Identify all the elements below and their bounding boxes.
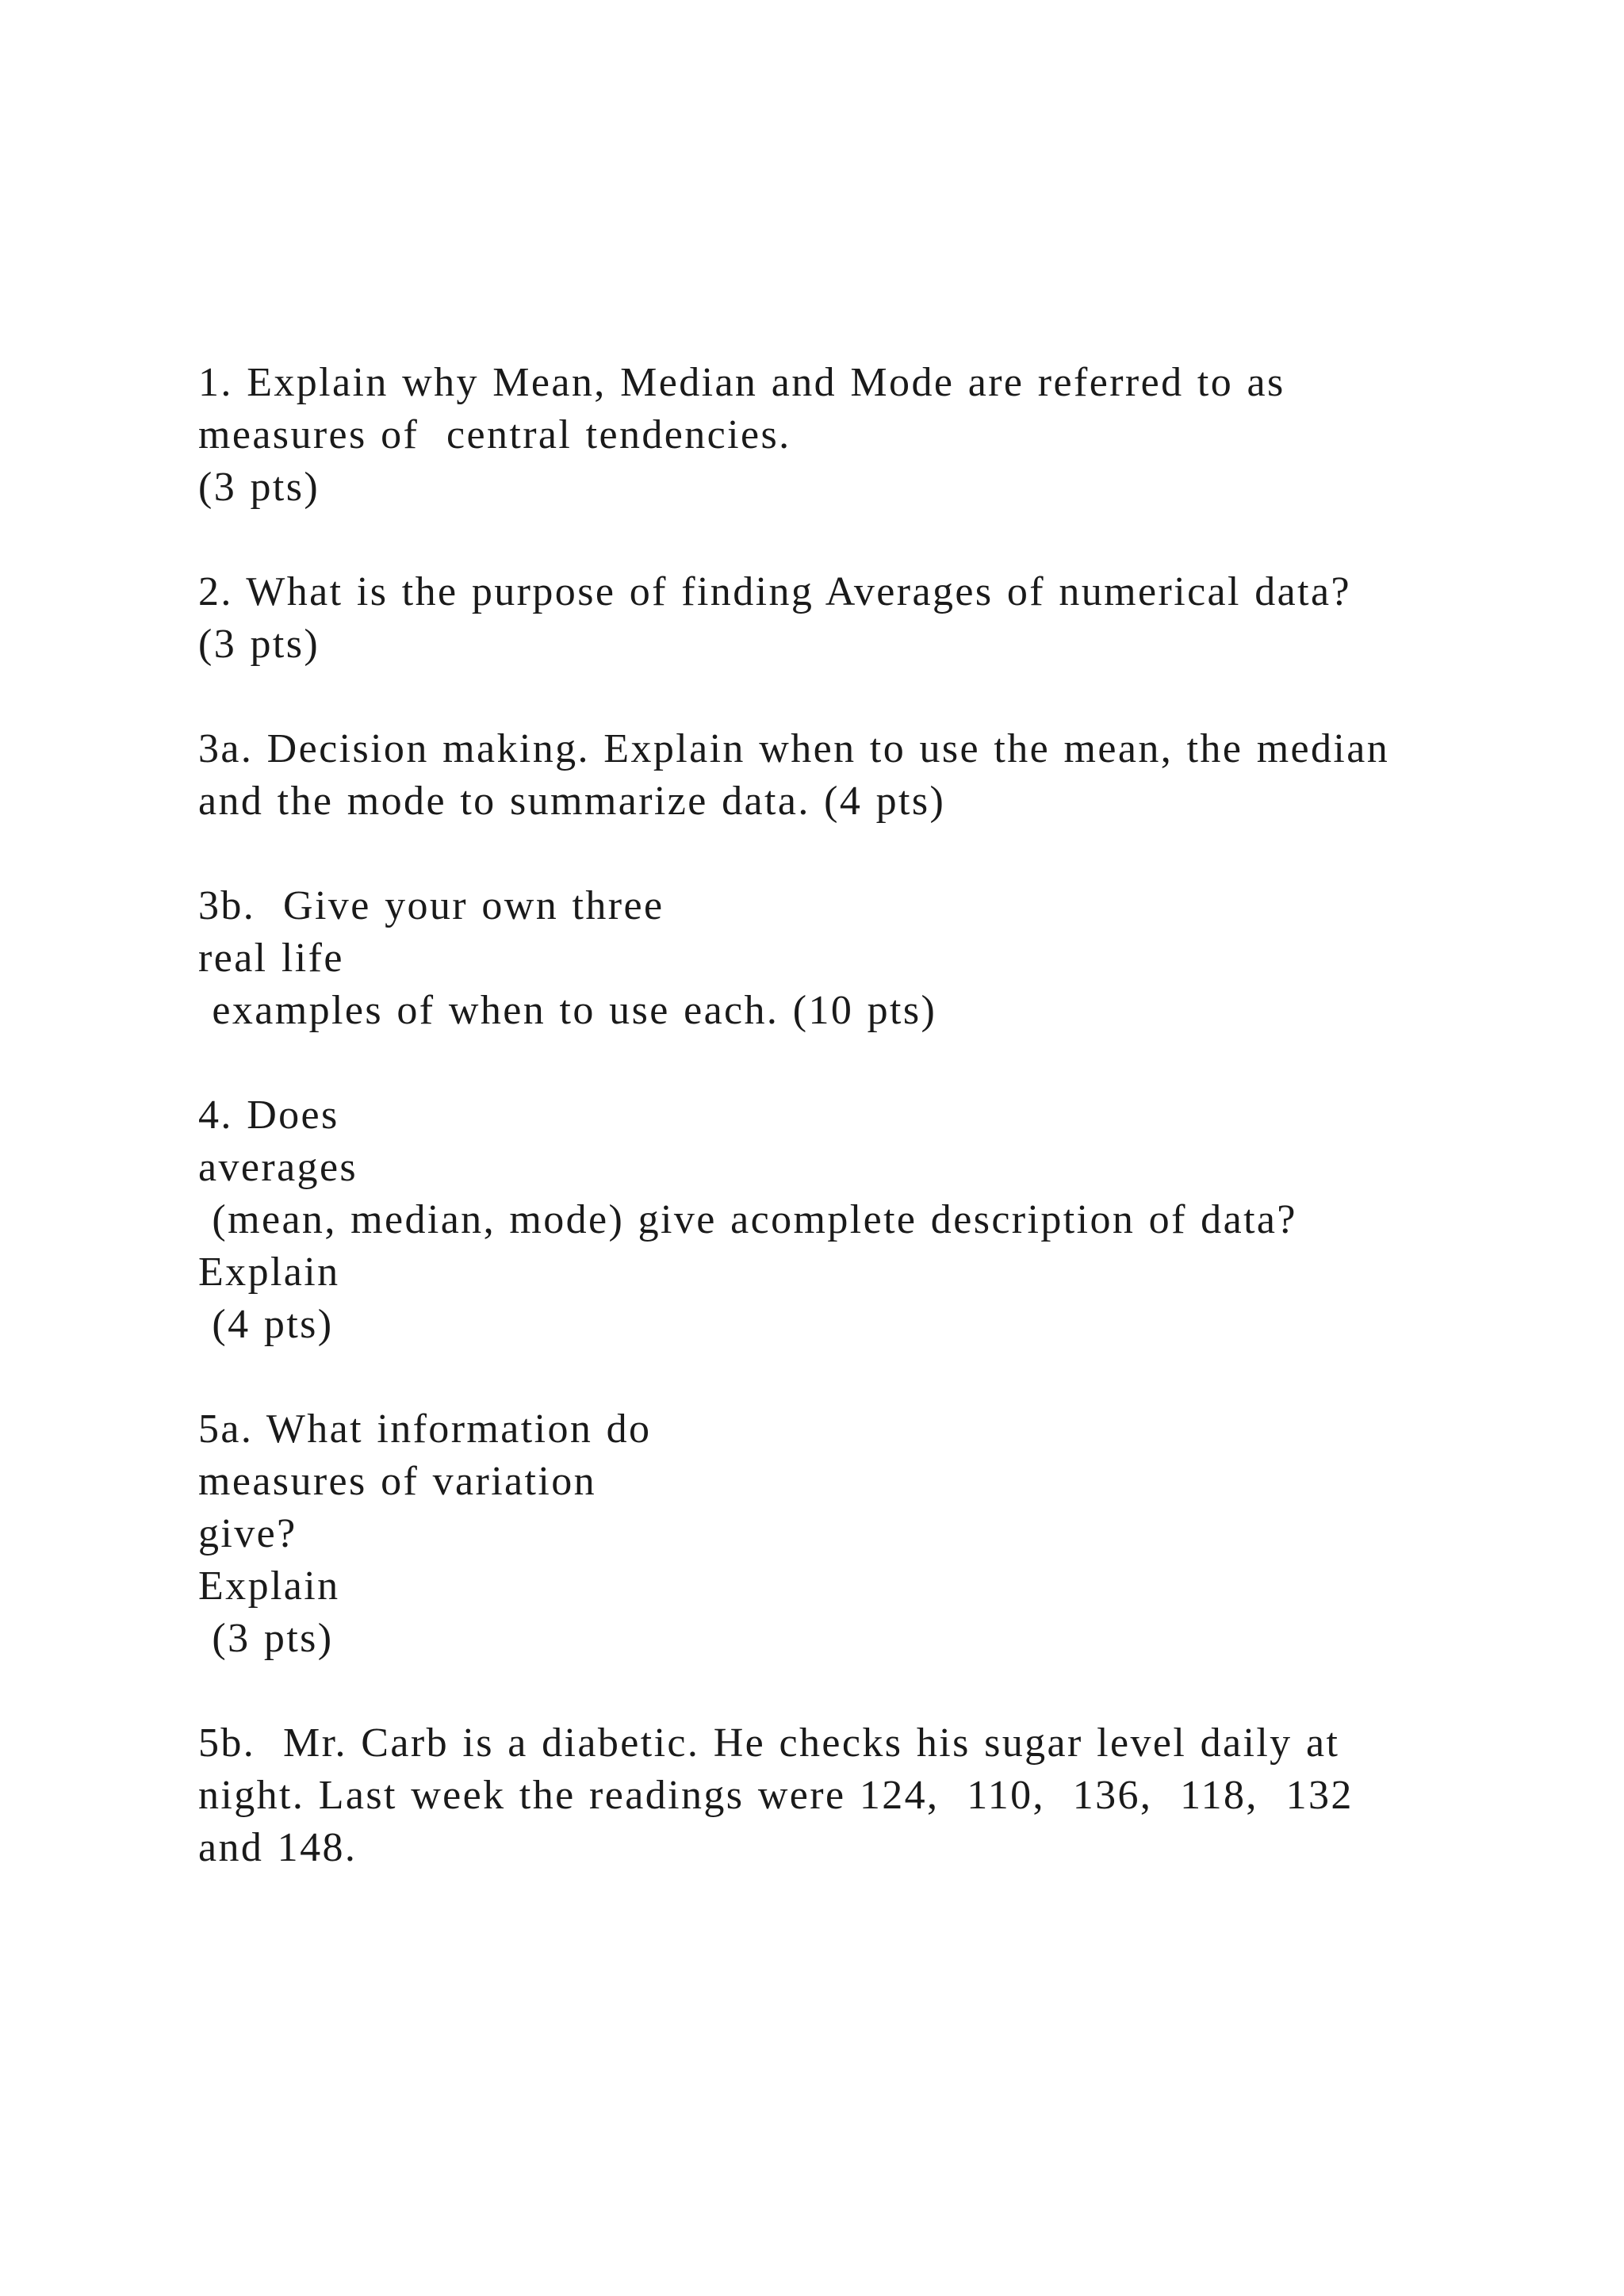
question-text-line: averages: [198, 1145, 358, 1190]
question-text-line: and the mode to summarize data. (4 pts): [198, 779, 946, 824]
question-text-line: measures of central tendencies.: [198, 412, 791, 457]
question-text-line: measures of variation: [198, 1459, 597, 1504]
question-3a: [198, 723, 1499, 828]
question-text-line: (mean, median, mode) give acomplete description of data?: [198, 1197, 1297, 1242]
question-2: [198, 566, 1499, 671]
question-text-line: and 148.: [198, 1825, 358, 1870]
question-text-line: 1. Explain why Mean, Median and Mode are referred to as: [198, 360, 1285, 405]
question-text-line: 3b. Give your own three: [198, 883, 665, 928]
points-label: (3 pts): [198, 465, 320, 510]
question-5b: [198, 1717, 1499, 1874]
question-1: [198, 357, 1499, 514]
question-4: [198, 1089, 1499, 1351]
question-text-line: 5b. Mr. Carb is a diabetic. He checks his sugar level daily at: [198, 1720, 1340, 1766]
document-body: [198, 357, 1499, 1927]
question-text-line: Explain: [198, 1563, 340, 1609]
question-3b: [198, 880, 1499, 1037]
question-text-line: Explain: [198, 1249, 340, 1295]
question-text-line: real life: [198, 936, 344, 981]
question-text-line: 3a. Decision making. Explain when to use the mean, the median: [198, 726, 1390, 771]
points-label: (3 pts): [198, 622, 320, 667]
question-text-line: night. Last week the readings were 124, 110, 136, 118, 132: [198, 1773, 1354, 1818]
question-text-line: give?: [198, 1511, 297, 1556]
question-text-line: 2. What is the purpose of finding Averages of numerical data?: [198, 569, 1351, 614]
points-label: (4 pts): [198, 1302, 334, 1347]
question-5a: [198, 1403, 1499, 1665]
question-text-line: examples of when to use each. (10 pts): [198, 988, 937, 1033]
question-text-line: 5a. What information do: [198, 1406, 652, 1452]
question-text-line: 4. Does: [198, 1093, 339, 1138]
points-label: (3 pts): [198, 1616, 334, 1661]
